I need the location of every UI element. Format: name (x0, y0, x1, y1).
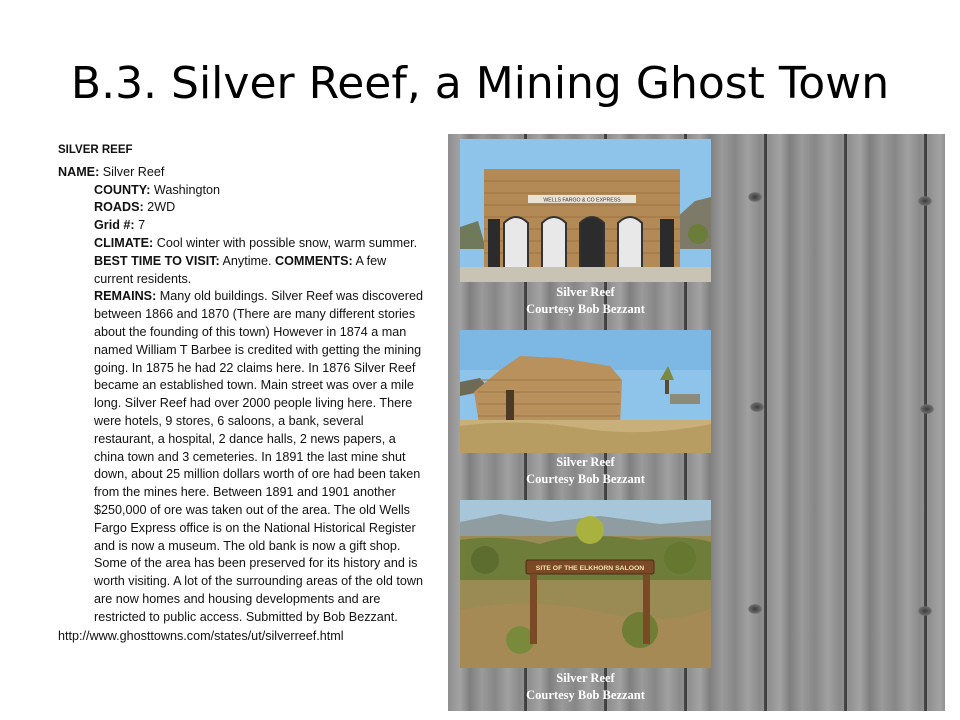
roads-value: 2WD (143, 200, 176, 215)
wood-knot (918, 606, 932, 616)
county-line (94, 182, 426, 200)
ghost-town-entry (58, 142, 426, 645)
saloon-sign-text: SITE OF THE ELKHORN SALOON (535, 565, 645, 572)
climate-value: Cool winter with possible snow, warm summer. (153, 235, 418, 250)
wood-knot (748, 192, 762, 202)
photo-elkhorn-saloon-sign (460, 500, 711, 668)
photo-elkhorn-saloon-image (460, 500, 711, 668)
entry-details (58, 182, 426, 627)
photo-3-caption-credit: Courtesy Bob Bezzant (526, 688, 645, 702)
comments-value: A few current residents. (94, 253, 387, 286)
best-time-line (94, 253, 426, 289)
building-sign-text: WELLS FARGO & CO EXPRESS (543, 197, 621, 204)
wood-plank-panel (448, 134, 945, 711)
photo-1-caption (460, 284, 711, 318)
photo-wells-fargo-image (460, 139, 711, 282)
best-time-label: BEST TIME TO VISIT: (94, 253, 220, 268)
remains-value: Many old buildings. Silver Reef was discovered between 1866 and 1870 (There are many different stories about the founding of this town) However in 1874 a man named William T Barbee is credited with getting the mining going. In 1875 he had 22 claims here. In 1876 Silver Reef became an established town. Main street was over a mile long. Silver Reef had over 2000 people living here. There were hotels, 9 stores, 6 saloons, a bank, several restaurant, a hospital, 2 dance halls, 2 news papers, a china town and 3 cemeteries. In 1891 the last mine shut down, about 25 million dollars worth of ore had been taken from the mines here. Between 1891 and 1901 another $250,000 of ore was taken out of the area. The old Wells Fargo Express office is on the National Historical Register and is now a museum. The old bank is now a gift shop. Some of the area has been preserved for its history and is worth visiting. A lot of the surrounding areas of the old town are now homes and housing developments and are restricted to public access. Submitted by Bob Bezzant. (94, 289, 424, 624)
photo-1-caption-credit: Courtesy Bob Bezzant (526, 302, 645, 316)
roads-line (94, 199, 426, 217)
remains-label: REMAINS: (94, 289, 157, 304)
entry-name-line (58, 164, 426, 182)
name-label: NAME: (58, 164, 100, 179)
source-url[interactable]: http://www.ghosttowns.com/states/ut/silverreef.html (58, 628, 344, 643)
photo-3-caption-title: Silver Reef (556, 671, 615, 685)
climate-label: CLIMATE: (94, 235, 154, 250)
photo-3-caption (460, 670, 711, 704)
county-label: COUNTY: (94, 182, 151, 197)
photo-ruin-wall (460, 330, 711, 453)
photo-2-caption (460, 454, 711, 488)
climate-line (94, 235, 426, 253)
comments-label: COMMENTS: (275, 253, 353, 268)
county-value: Washington (150, 182, 220, 197)
wood-knot (748, 604, 762, 614)
grid-line (94, 217, 426, 235)
grid-value: 7 (134, 218, 146, 233)
name-value: Silver Reef (99, 164, 165, 179)
remains-line (94, 288, 426, 626)
photo-1-caption-title: Silver Reef (556, 285, 615, 299)
roads-label: ROADS: (94, 200, 144, 215)
wood-knot (750, 402, 764, 412)
wood-knot (918, 196, 932, 206)
slide-title: B.3. Silver Reef, a Mining Ghost Town (70, 58, 890, 109)
photo-ruin-wall-image (460, 330, 711, 453)
wood-knot (920, 404, 934, 414)
photo-wells-fargo-building (460, 139, 711, 282)
photo-2-caption-credit: Courtesy Bob Bezzant (526, 472, 645, 486)
best-time-value: Anytime. (219, 253, 272, 268)
entry-heading: SILVER REEF (58, 144, 133, 156)
photo-2-caption-title: Silver Reef (556, 455, 615, 469)
grid-label: Grid #: (94, 218, 135, 233)
